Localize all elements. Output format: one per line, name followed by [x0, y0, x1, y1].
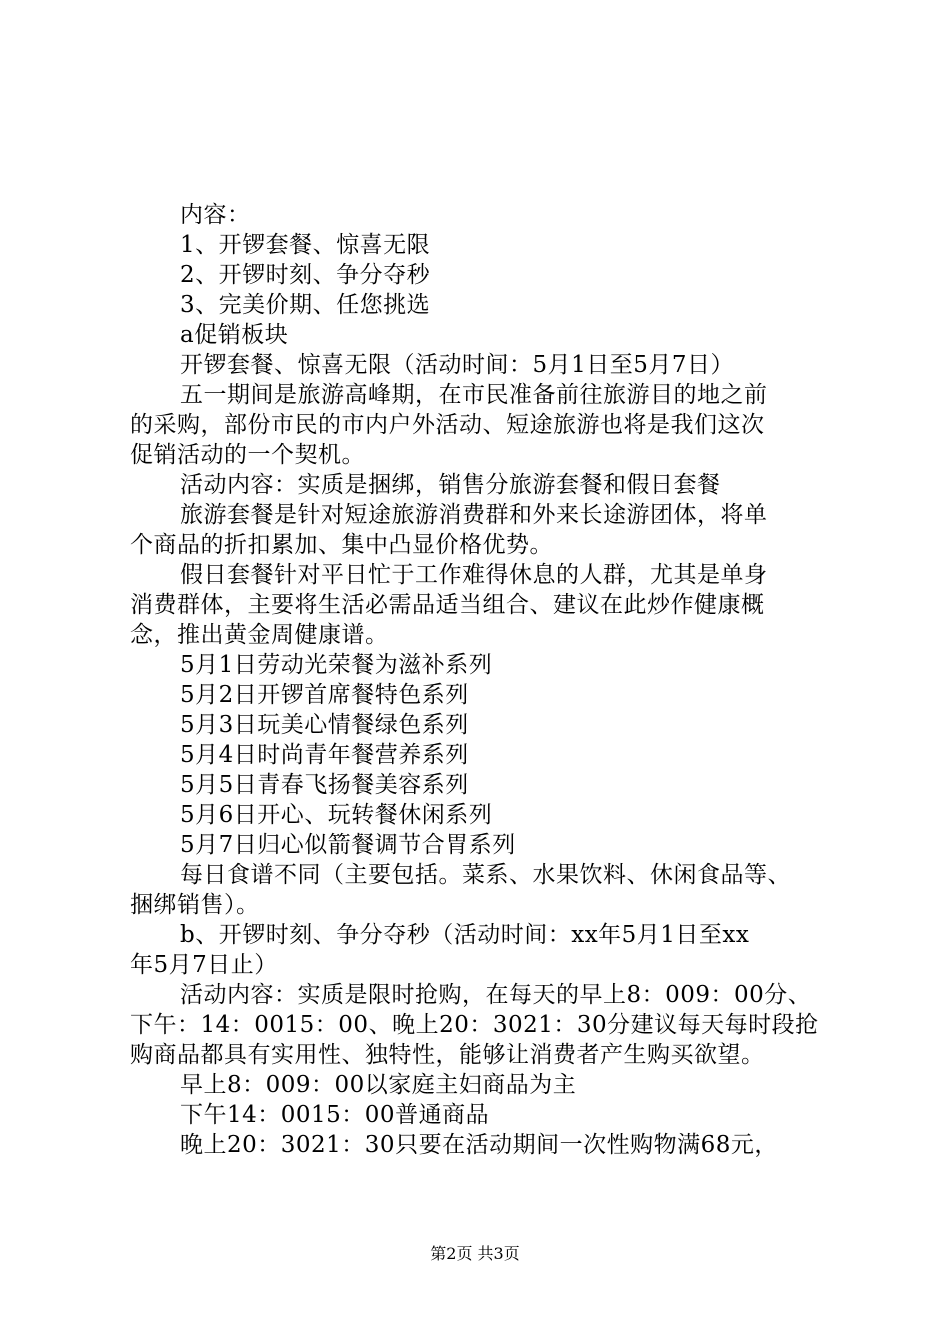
text-line: 每日食谱不同（主要包括。菜系、水果饮料、休闲食品等、 — [180, 862, 791, 888]
text-line: 下午14：0015：00普通商品 — [180, 1102, 490, 1128]
document-body — [130, 200, 830, 1160]
text-line: 旅游套餐是针对短途旅游消费群和外来长途游团体，将单 — [180, 502, 768, 528]
text-line: 年5月7日止） — [130, 952, 278, 978]
text-line: 3、完美价期、任您挑选 — [180, 292, 431, 318]
text-line: 5月5日青春飞扬餐美容系列 — [180, 772, 469, 798]
text-line: 下午：14：0015：00、晚上20：3021：30分建议每天每时段抢 — [130, 1012, 819, 1038]
text-line: 内容： — [180, 202, 251, 228]
text-line: 的采购，部份市民的市内户外活动、短途旅游也将是我们这次 — [130, 412, 765, 438]
text-line: 消费群体，主要将生活必需品适当组合、建议在此炒作健康概 — [130, 592, 765, 618]
text-line: 2、开锣时刻、争分夺秒 — [180, 262, 431, 288]
text-line: 开锣套餐、惊喜无限（活动时间：5月1日至5月7日） — [180, 352, 735, 378]
text-line: 活动内容：实质是捆绑，销售分旅游套餐和假日套餐 — [180, 472, 721, 498]
text-line: 念，推出黄金周健康谱。 — [130, 622, 389, 648]
text-line: 1、开锣套餐、惊喜无限 — [180, 232, 431, 258]
text-line: 晚上20：3021：30只要在活动期间一次性购物满68元， — [180, 1132, 778, 1158]
text-line: 早上8：009：00以家庭主妇商品为主 — [180, 1072, 577, 1098]
page-number: 第2页 共3页 — [430, 1244, 520, 1263]
text-line: 5月4日时尚青年餐营养系列 — [180, 742, 469, 768]
text-line: 五一期间是旅游高峰期，在市民准备前往旅游目的地之前 — [180, 382, 768, 408]
text-line: 5月3日玩美心情餐绿色系列 — [180, 712, 469, 738]
text-line: 个商品的折扣累加、集中凸显价格优势。 — [130, 532, 553, 558]
page-footer — [0, 1243, 950, 1265]
text-line: 假日套餐针对平日忙于工作难得休息的人群，尤其是单身 — [180, 562, 768, 588]
text-line: 促销活动的一个契机。 — [130, 442, 365, 468]
text-line: a促销板块 — [180, 322, 289, 348]
text-line: 5月1日劳动光荣餐为滋补系列 — [180, 652, 493, 678]
text-line: 捆绑销售）。 — [130, 892, 260, 918]
text-line: 购商品都具有实用性、独特性，能够让消费者产生购买欲望。 — [130, 1042, 765, 1068]
text-line: 5月2日开锣首席餐特色系列 — [180, 682, 469, 708]
text-line: 活动内容：实质是限时抢购，在每天的早上8：009：00分、 — [180, 982, 812, 1008]
text-line: b、开锣时刻、争分夺秒（活动时间：xx年5月1日至xx — [180, 922, 750, 948]
text-line: 5月7日归心似箭餐调节合胃系列 — [180, 832, 516, 858]
text-line: 5月6日开心、玩转餐休闲系列 — [180, 802, 493, 828]
